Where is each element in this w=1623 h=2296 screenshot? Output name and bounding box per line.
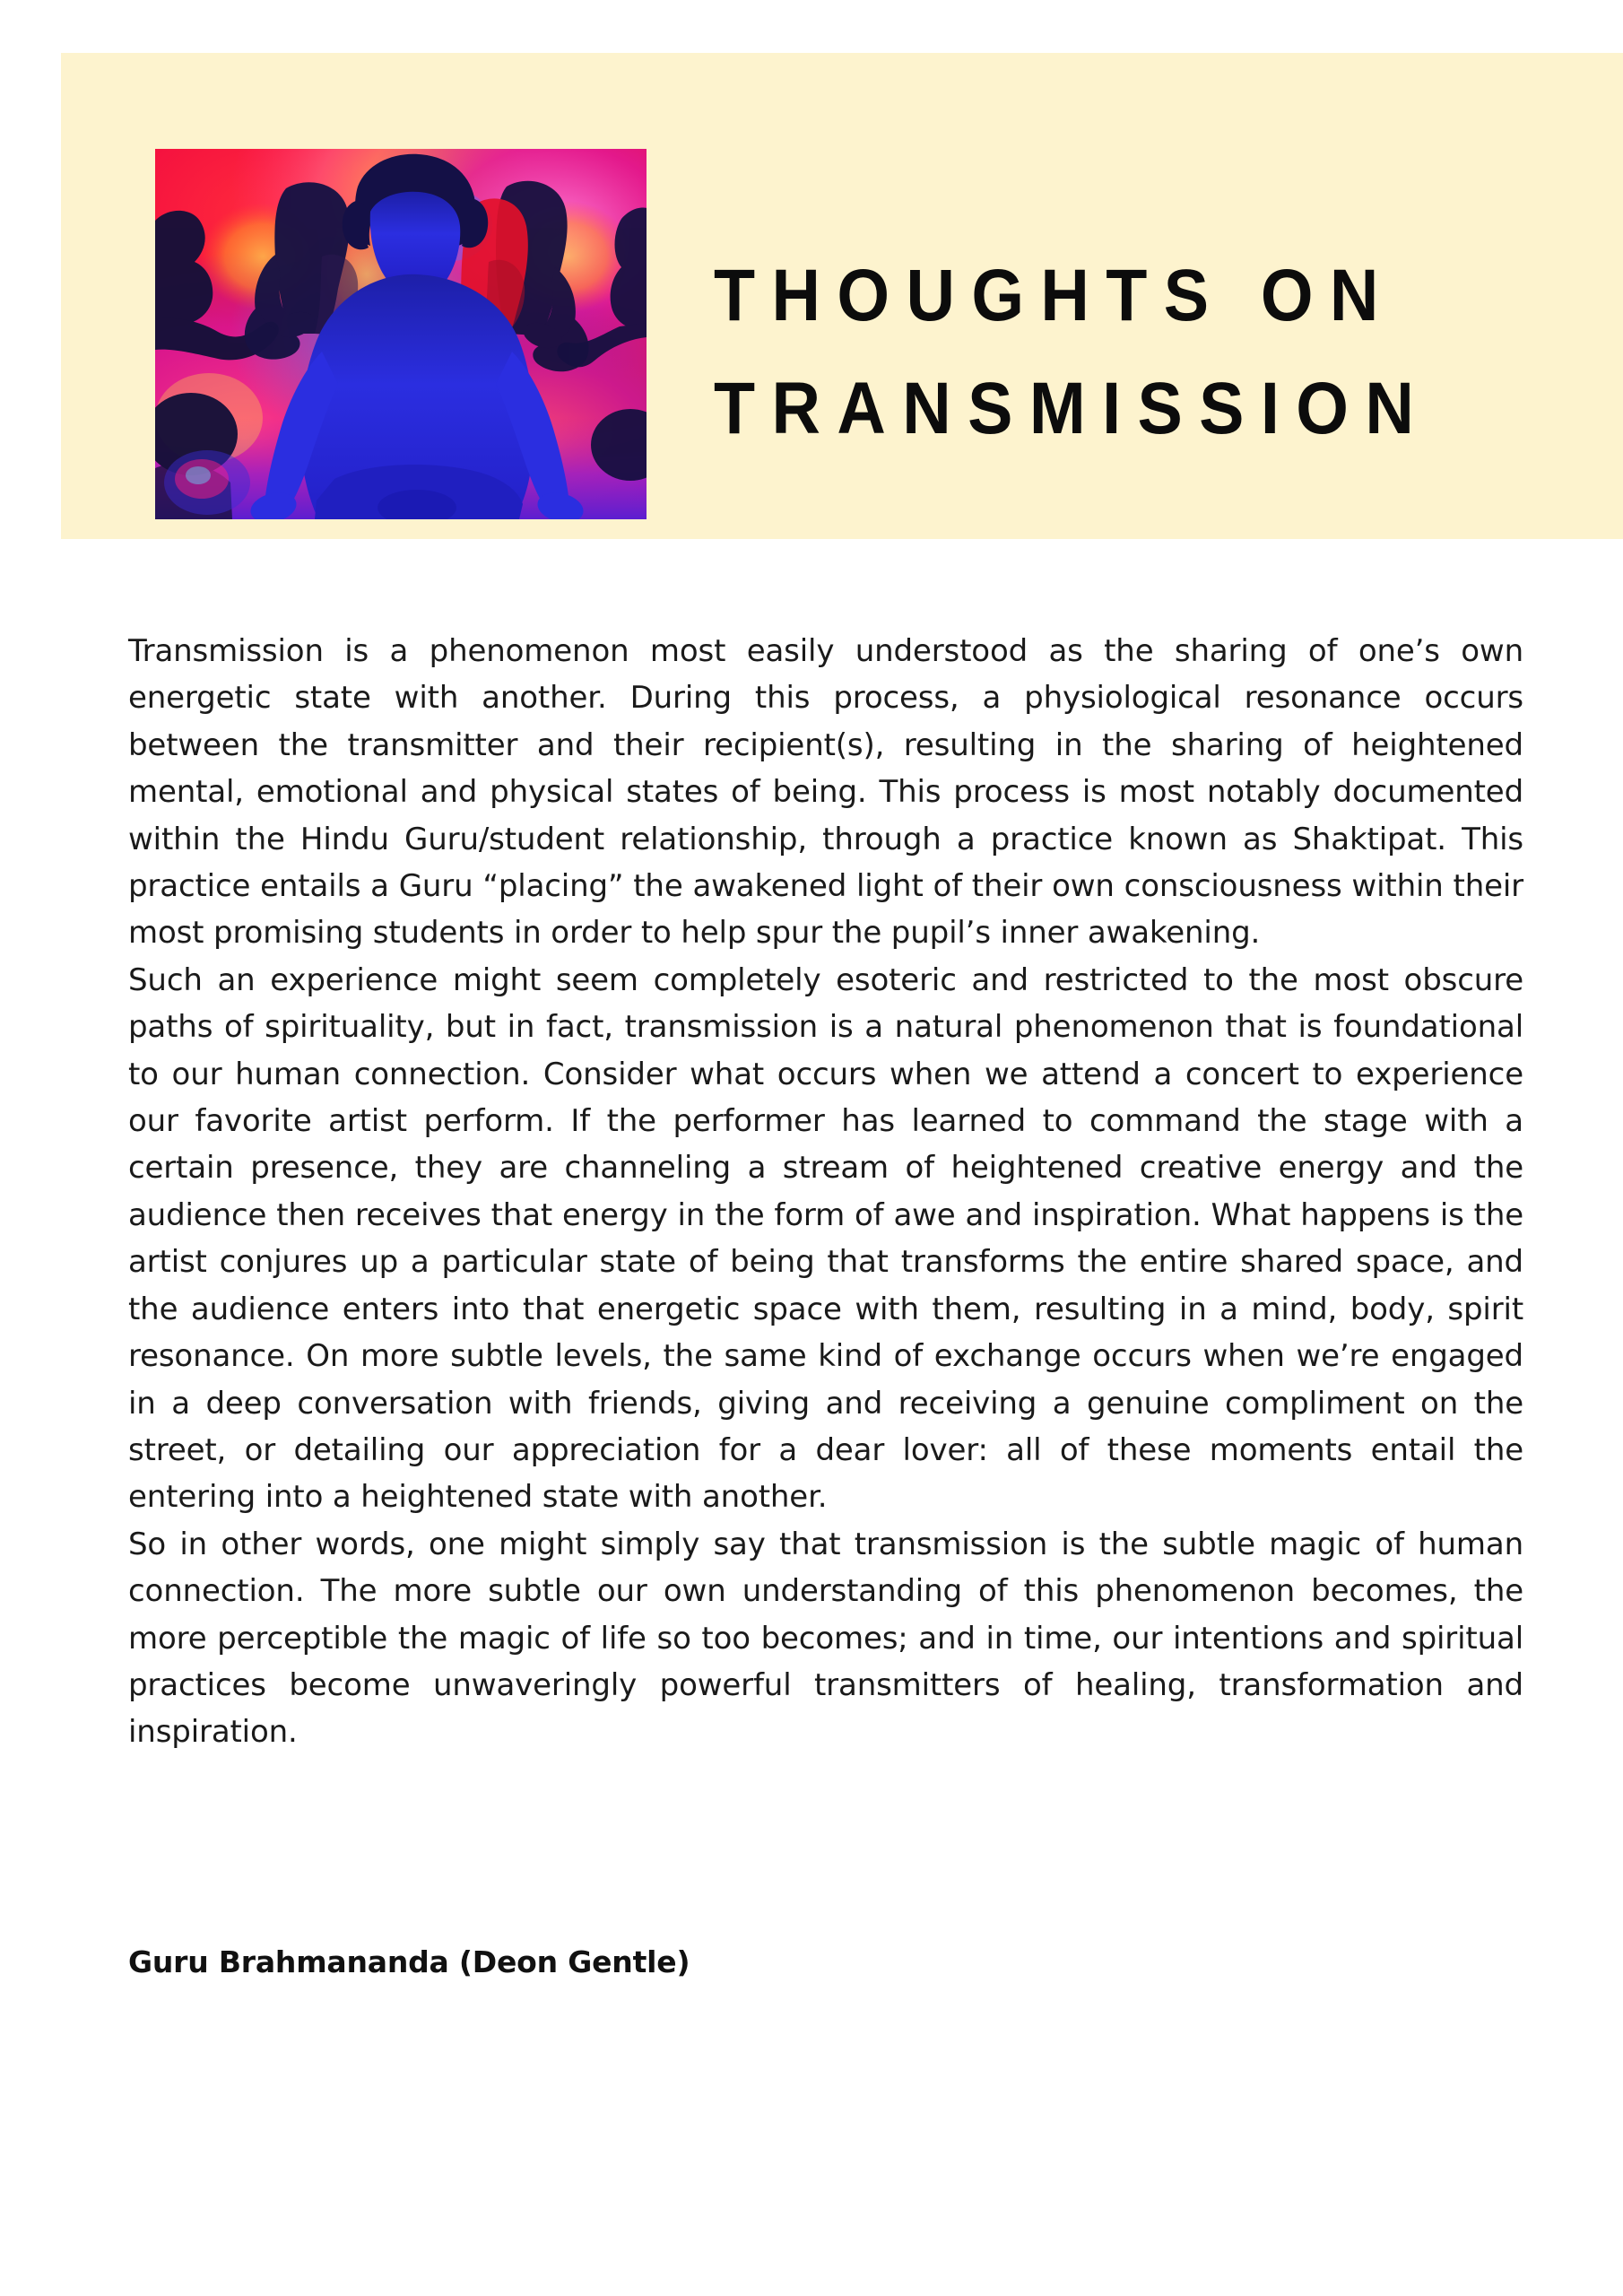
author-signature: Guru Brahmananda (Deon Gentle) bbox=[128, 1944, 690, 1979]
article-paragraph-3: So in other words, one might simply say that transmission is the subtle magic of human connection. The more subtle our own understanding of this phenomenon becomes, the more perceptible the magic of life so too becomes; and in time, our intentions and spiritual practices become unwaveringly powerful transmitters of healing, transformation and inspiration. bbox=[128, 1526, 1523, 1751]
header-artwork-image bbox=[155, 149, 647, 519]
page-title-line-2: TRANSMISSION bbox=[714, 368, 1431, 449]
article-paragraph-2: Such an experience might seem completely esoteric and restricted to the most obscure paths of spirituality, but in fact, transmission is a natural phenomenon that is foundational to our human connection. Consider what occurs when we attend a concert to experience our favorite artist perform. If the performer has learned to command the stage with a certain presence, they are channeling a stream of heightened creative energy and the audience then receives that energy in the form of awe and inspiration. What happens is the artist conjures up a particular state of being that transforms the entire shared space, and the audience enters into that energetic space with them, resulting in a mind, body, spirit resonance. On more subtle levels, the same kind of exchange occurs when we’re engaged in a deep conversation with friends, giving and receiving a genuine compliment on the street, or detailing our appreciation for a dear lover: all of these moments entail the entering into a heightened state with another. bbox=[128, 961, 1523, 1516]
article-paragraph-1: Transmission is a phenomenon most easily understood as the sharing of one’s own energetic state with another. During this process, a physiological resonance occurs between the transmitter and their recipient(s), resulting in the sharing of heightened mental, emotional and physical states of being. This process is most notably documented within the Hindu Guru/student relationship, through a practice known as Shaktipat. This practice entails a Guru “placing” the awakened light of their own consciousness within their most promising students in order to help spur the pupil’s inner awakening. bbox=[128, 633, 1523, 952]
page-title-line-1: THOUGHTS ON bbox=[714, 255, 1395, 336]
header-banner bbox=[61, 53, 1623, 539]
article-body bbox=[128, 628, 1523, 1756]
page-title bbox=[714, 239, 1619, 465]
meditation-figures-artwork bbox=[155, 149, 647, 519]
